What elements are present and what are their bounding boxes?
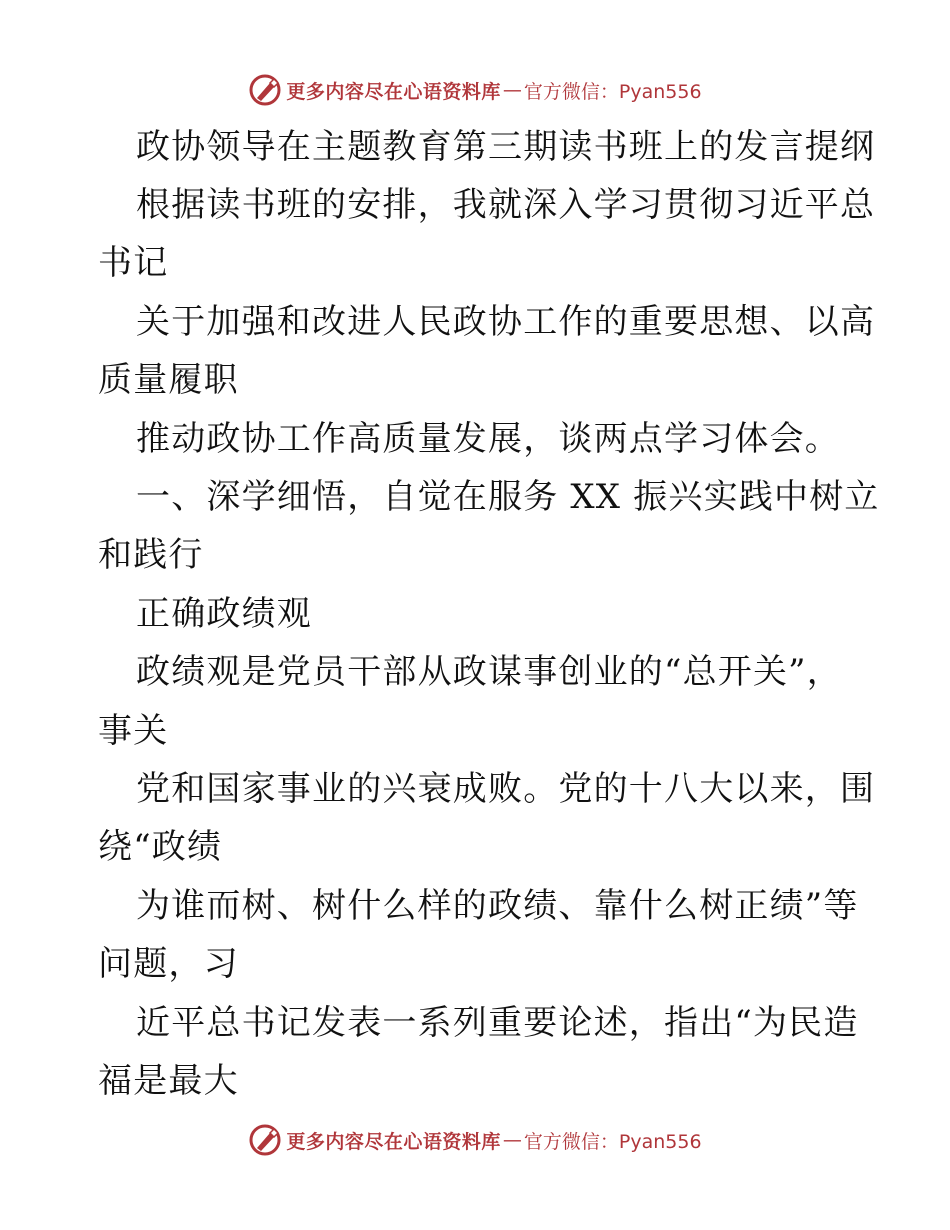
doc-line: 福是最大 [98, 1061, 239, 1101]
doc-line: 事关 [98, 711, 169, 751]
doc-line: 近平总书记发表一系列重要论述，指出“为民造 [136, 1003, 859, 1043]
banner-site-text: 更多内容尽在心语资料库 [286, 1130, 501, 1153]
doc-line: 质量履职 [98, 360, 239, 400]
pen-logo-icon [248, 1123, 282, 1157]
doc-line: 关于加强和改进人民政协工作的重要思想、以高 [136, 302, 876, 342]
doc-line: 绕“政绩 [98, 827, 223, 867]
doc-line: 正确政绩观 [136, 594, 312, 634]
banner-site-text: 更多内容尽在心语资料库 [286, 80, 501, 103]
doc-line: 推动政协工作高质量发展，谈两点学习体会。 [136, 419, 840, 459]
doc-line: 问题，习 [98, 944, 239, 984]
doc-line: 和践行 [98, 535, 204, 575]
footer-banner [0, 1120, 950, 1160]
doc-line: 党和国家事业的兴衰成败。党的十八大以来，围 [136, 769, 876, 809]
doc-line: 根据读书班的安排，我就深入学习贯彻习近平总 [136, 185, 876, 225]
doc-line: 书记 [98, 243, 169, 283]
doc-title: 政协领导在主题教育第三期读书班上的发言提纲 [136, 127, 876, 167]
pen-logo-icon [248, 73, 282, 107]
banner-wechat-text: 官方微信：Pyan556 [523, 1130, 702, 1153]
banner-dash: — [502, 79, 522, 101]
banner-dash: — [502, 1129, 522, 1151]
doc-line: 政绩观是党员干部从政谋事创业的“总开关”， [136, 652, 842, 692]
doc-section-heading: 一、深学细悟，自觉在服务 XX 振兴实践中树立 [136, 477, 880, 517]
doc-line: 为谁而树、树什么样的政绩、靠什么树正绩”等 [136, 886, 859, 926]
banner-wechat-text: 官方微信：Pyan556 [523, 80, 702, 103]
header-banner [0, 70, 950, 110]
